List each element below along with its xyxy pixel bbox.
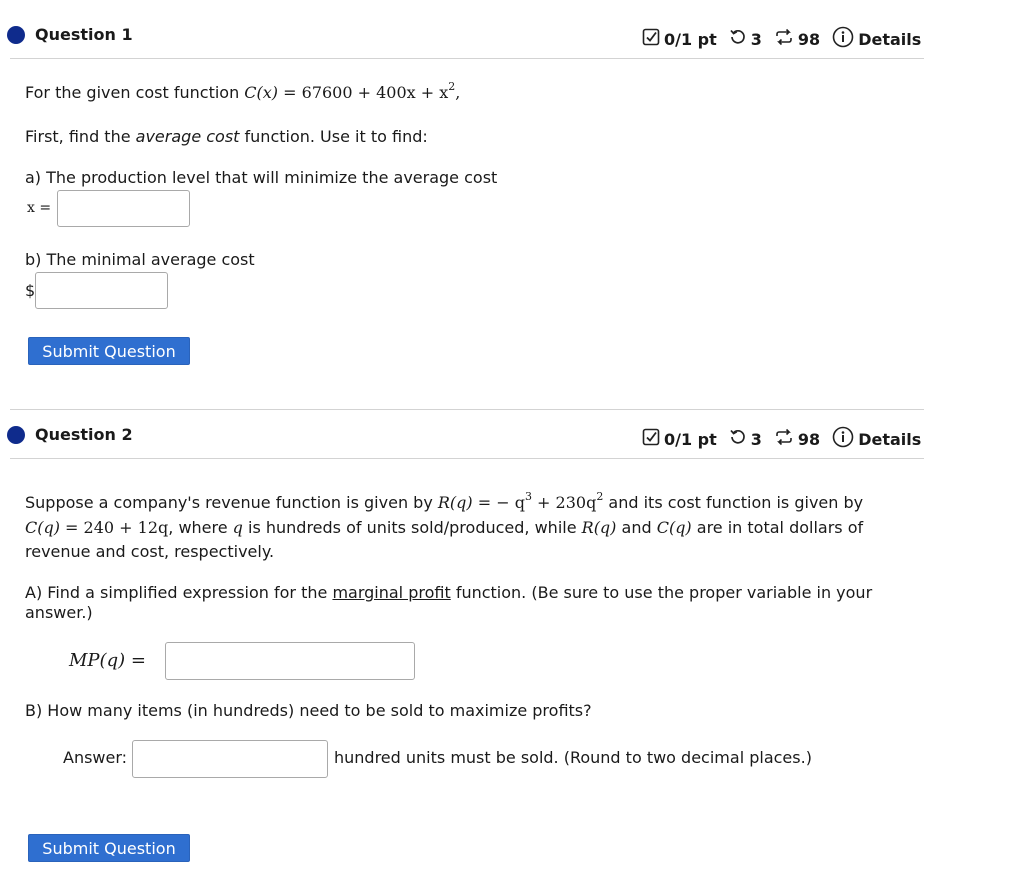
q2-part-a-line-2: answer.) (25, 603, 93, 622)
cost-function-exponent: 2 (448, 80, 456, 93)
q1-instruction-post: function. Use it to find: (239, 127, 428, 146)
q1-intro (25, 80, 461, 102)
checkbox-icon (642, 28, 660, 50)
cost-function-lhs: C(q) (25, 518, 60, 537)
answer-suffix: hundred units must be sold. (Round to two decimal places.) (334, 748, 812, 767)
q2-part-b-prompt: B) How many items (in hundreds) need to be sold to maximize profits? (25, 701, 592, 720)
q1-instruction-emphasis: average cost (135, 127, 240, 146)
marginal-profit-link[interactable]: marginal profit (332, 583, 451, 602)
retries-count: 3 (750, 29, 762, 49)
q1-part-a-label: x = (27, 200, 52, 216)
checkbox-icon (642, 428, 660, 450)
q2-line2-post: are in total dollars of (691, 518, 864, 537)
q2-line1-pre: Suppose a company's revenue function is given by (25, 493, 438, 512)
retries-count: 3 (750, 429, 762, 449)
q2-line2-mid2: is hundreds of units sold/produced, while (242, 518, 582, 537)
question-1-divider (10, 58, 924, 59)
q2-statement-line-2 (25, 518, 863, 537)
mp-label: MP(q) = (69, 650, 146, 671)
q1-min-average-cost-input[interactable] (35, 272, 168, 309)
question-1-bullet-icon (7, 26, 25, 44)
items-to-sell-input[interactable] (132, 740, 328, 778)
q1-intro-text: For the given cost function (25, 83, 245, 102)
details-link[interactable]: Details (858, 29, 922, 49)
info-icon[interactable] (832, 26, 854, 52)
revenue-exp-2: 2 (596, 490, 604, 503)
q2-statement-line-3: revenue and cost, respectively. (25, 542, 275, 561)
details-link[interactable]: Details (858, 429, 922, 449)
q2-part-a-pre: A) Find a simplified expression for the (25, 583, 333, 602)
question-2-title: Question 2 (35, 425, 133, 444)
score-text: 0/1 pt (664, 429, 717, 449)
score-text: 0/1 pt (664, 29, 717, 49)
info-icon[interactable] (832, 426, 854, 452)
q2-part-a-prompt (25, 583, 872, 602)
cost-function-rhs: = 240 + 12q (59, 518, 169, 537)
q1-submit-button[interactable]: Submit Question (28, 337, 190, 365)
q2-variable-q: q (232, 518, 243, 537)
q2-cost-ref: C(q) (656, 518, 692, 537)
attempts-count: 98 (797, 29, 821, 49)
revenue-function-eq: = − q (472, 493, 525, 512)
question-2-bullet-icon (7, 426, 25, 444)
q2-line2-mid1: , where (168, 518, 233, 537)
cost-function-suffix: , (455, 83, 461, 102)
q1-production-level-input[interactable] (57, 190, 190, 227)
cost-function-rhs: = 67600 + 400x + x (283, 83, 449, 102)
attempts-count: 98 (797, 429, 821, 449)
revenue-exp-3: 3 (524, 490, 532, 503)
revenue-function-lhs: R(q) (437, 493, 473, 512)
q1-instruction-pre: First, find the (25, 127, 136, 146)
q2-submit-button[interactable]: Submit Question (28, 834, 190, 862)
question-1-title: Question 1 (35, 25, 133, 44)
q1-part-b-prompt: b) The minimal average cost (25, 250, 255, 269)
q1-dollar-sign: $ (25, 281, 36, 300)
q2-line1-post: and its cost function is given by (603, 493, 864, 512)
attempts-icon (774, 28, 794, 50)
question-2-divider (10, 458, 924, 459)
attempts-icon (774, 428, 794, 450)
q2-revenue-ref: R(q) (581, 518, 617, 537)
question-1-meta (642, 26, 921, 52)
retry-icon (729, 428, 747, 450)
cost-function-lhs: C(x) (244, 83, 279, 102)
marginal-profit-input[interactable] (165, 642, 415, 680)
retry-icon (729, 28, 747, 50)
q1-part-a-prompt: a) The production level that will minimize the average cost (25, 168, 498, 187)
revenue-function-plus: + 230q (531, 493, 597, 512)
answer-label: Answer: (63, 748, 128, 767)
q2-statement-line-1 (25, 490, 864, 512)
q1-instruction (25, 127, 428, 146)
q2-line2-and: and (616, 518, 657, 537)
question-2-meta (642, 426, 921, 452)
question-2-top-divider (10, 409, 924, 410)
q2-part-a-post: function. (Be sure to use the proper variable in your (450, 583, 873, 602)
